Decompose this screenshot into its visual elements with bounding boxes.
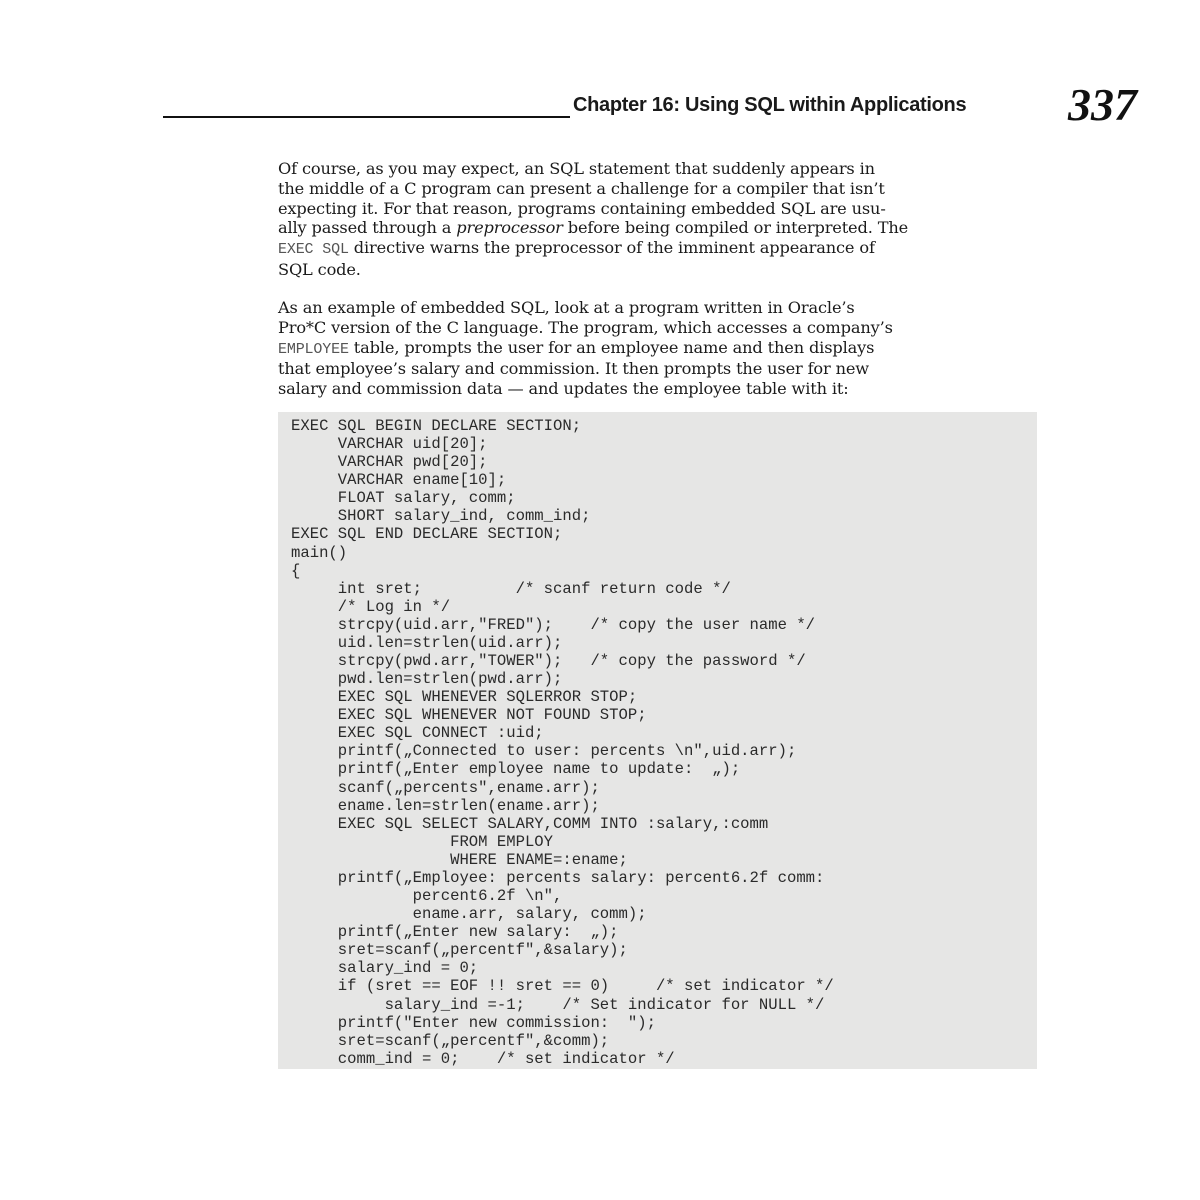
code-line: { [291,561,301,580]
emphasis-preprocessor: preprocessor [456,218,563,238]
code-line: printf("Enter new commission: "); [291,1013,656,1032]
code-line: scanf(„percents",ename.arr); [291,778,600,797]
header-rule [163,116,570,118]
text-line: Of course, as you may expect, an SQL statement that suddenly appears in [278,159,875,178]
code-line: EXEC SQL SELECT SALARY,COMM INTO :salary,:comm [291,814,769,833]
text-line [278,338,1048,360]
code-listing [278,412,1037,1069]
code-line: int sret; /* scanf return code */ [291,579,731,598]
code-line: if (sret == EOF !! sret == 0) /* set indicator */ [291,977,834,996]
text-line: Pro*C version of the C language. The program, which accesses a company’s [278,317,893,337]
code-line: printf(„Enter new salary: „); [291,923,619,942]
inline-code-exec-sql: EXEC SQL [278,241,349,259]
code-line: main() [291,543,348,562]
code-line: VARCHAR ename[10]; [291,471,507,490]
code-line: VARCHAR pwd[20]; [291,453,488,472]
code-line: EXEC SQL END DECLARE SECTION; [291,525,563,544]
page-number: 337 [1068,79,1137,130]
code-line: EXEC SQL CONNECT :uid; [291,724,544,743]
text-fragment: directive warns the preprocessor of the imminent appearance of [348,238,875,258]
code-line: /* Log in */ [291,597,451,616]
code-block [291,417,834,1068]
code-line: EXEC SQL WHENEVER NOT FOUND STOP; [291,706,647,725]
text-fragment: table, prompts the user for an employee name and then displays [348,337,875,357]
code-line: FROM EMPLOY [291,832,554,851]
code-line: ename.len=strlen(ename.arr); [291,796,600,815]
code-line: sret=scanf(„percentf",&salary); [291,941,628,960]
chapter-title: Chapter 16: Using SQL within Applications [573,94,967,116]
code-line: comm_ind = 0; /* set indicator */ [291,1049,675,1068]
code-line: strcpy(uid.arr,"FRED"); /* copy the user name */ [291,615,816,634]
code-line: printf(„Employee: percents salary: percent6.2f comm: [291,868,825,887]
text-line: expecting it. For that reason, programs containing embedded SQL are usu- [278,198,886,218]
code-line: SHORT salary_ind, comm_ind; [291,507,591,526]
inline-code-employee: EMPLOYEE [278,340,349,358]
text-line [278,238,1048,260]
text-line: SQL code. [278,259,361,279]
code-line: pwd.len=strlen(pwd.arr); [291,670,563,689]
text-line: that employee’s salary and commission. It then prompts the user for new [278,359,870,379]
code-line: EXEC SQL WHENEVER SQLERROR STOP; [291,688,638,707]
text-line: salary and commission data — and updates the employee table with it: [278,379,849,399]
code-line: printf(„Connected to user: percents \n",uid.arr); [291,742,797,761]
code-line: EXEC SQL BEGIN DECLARE SECTION; [291,417,582,435]
code-line: sret=scanf(„percentf",&comm); [291,1031,610,1050]
code-line: WHERE ENAME=:ename; [291,850,628,869]
code-line: uid.len=strlen(uid.arr); [291,633,563,652]
code-line: VARCHAR uid[20]; [291,435,488,454]
text-line: As an example of embedded SQL, look at a program written in Oracle’s [278,298,855,317]
paragraph-proc-example [278,298,1048,399]
text-line: the middle of a C program can present a challenge for a compiler that isn’t [278,178,885,198]
text-fragment: ally passed through a [278,218,457,238]
code-line: printf(„Enter employee name to update: „); [291,760,741,779]
code-line: percent6.2f \n", [291,887,563,906]
text-line [278,218,1048,238]
text-fragment: before being compiled or interpreted. The [562,218,909,238]
code-line: strcpy(pwd.arr,"TOWER"); /* copy the password */ [291,652,806,671]
code-line: salary_ind =-1; /* Set indicator for NULL */ [291,995,825,1014]
code-line: FLOAT salary, comm; [291,489,516,508]
code-line: salary_ind = 0; [291,959,479,978]
code-line: ename.arr, salary, comm); [291,905,647,924]
paragraph-embedded-sql-intro [278,159,1048,280]
